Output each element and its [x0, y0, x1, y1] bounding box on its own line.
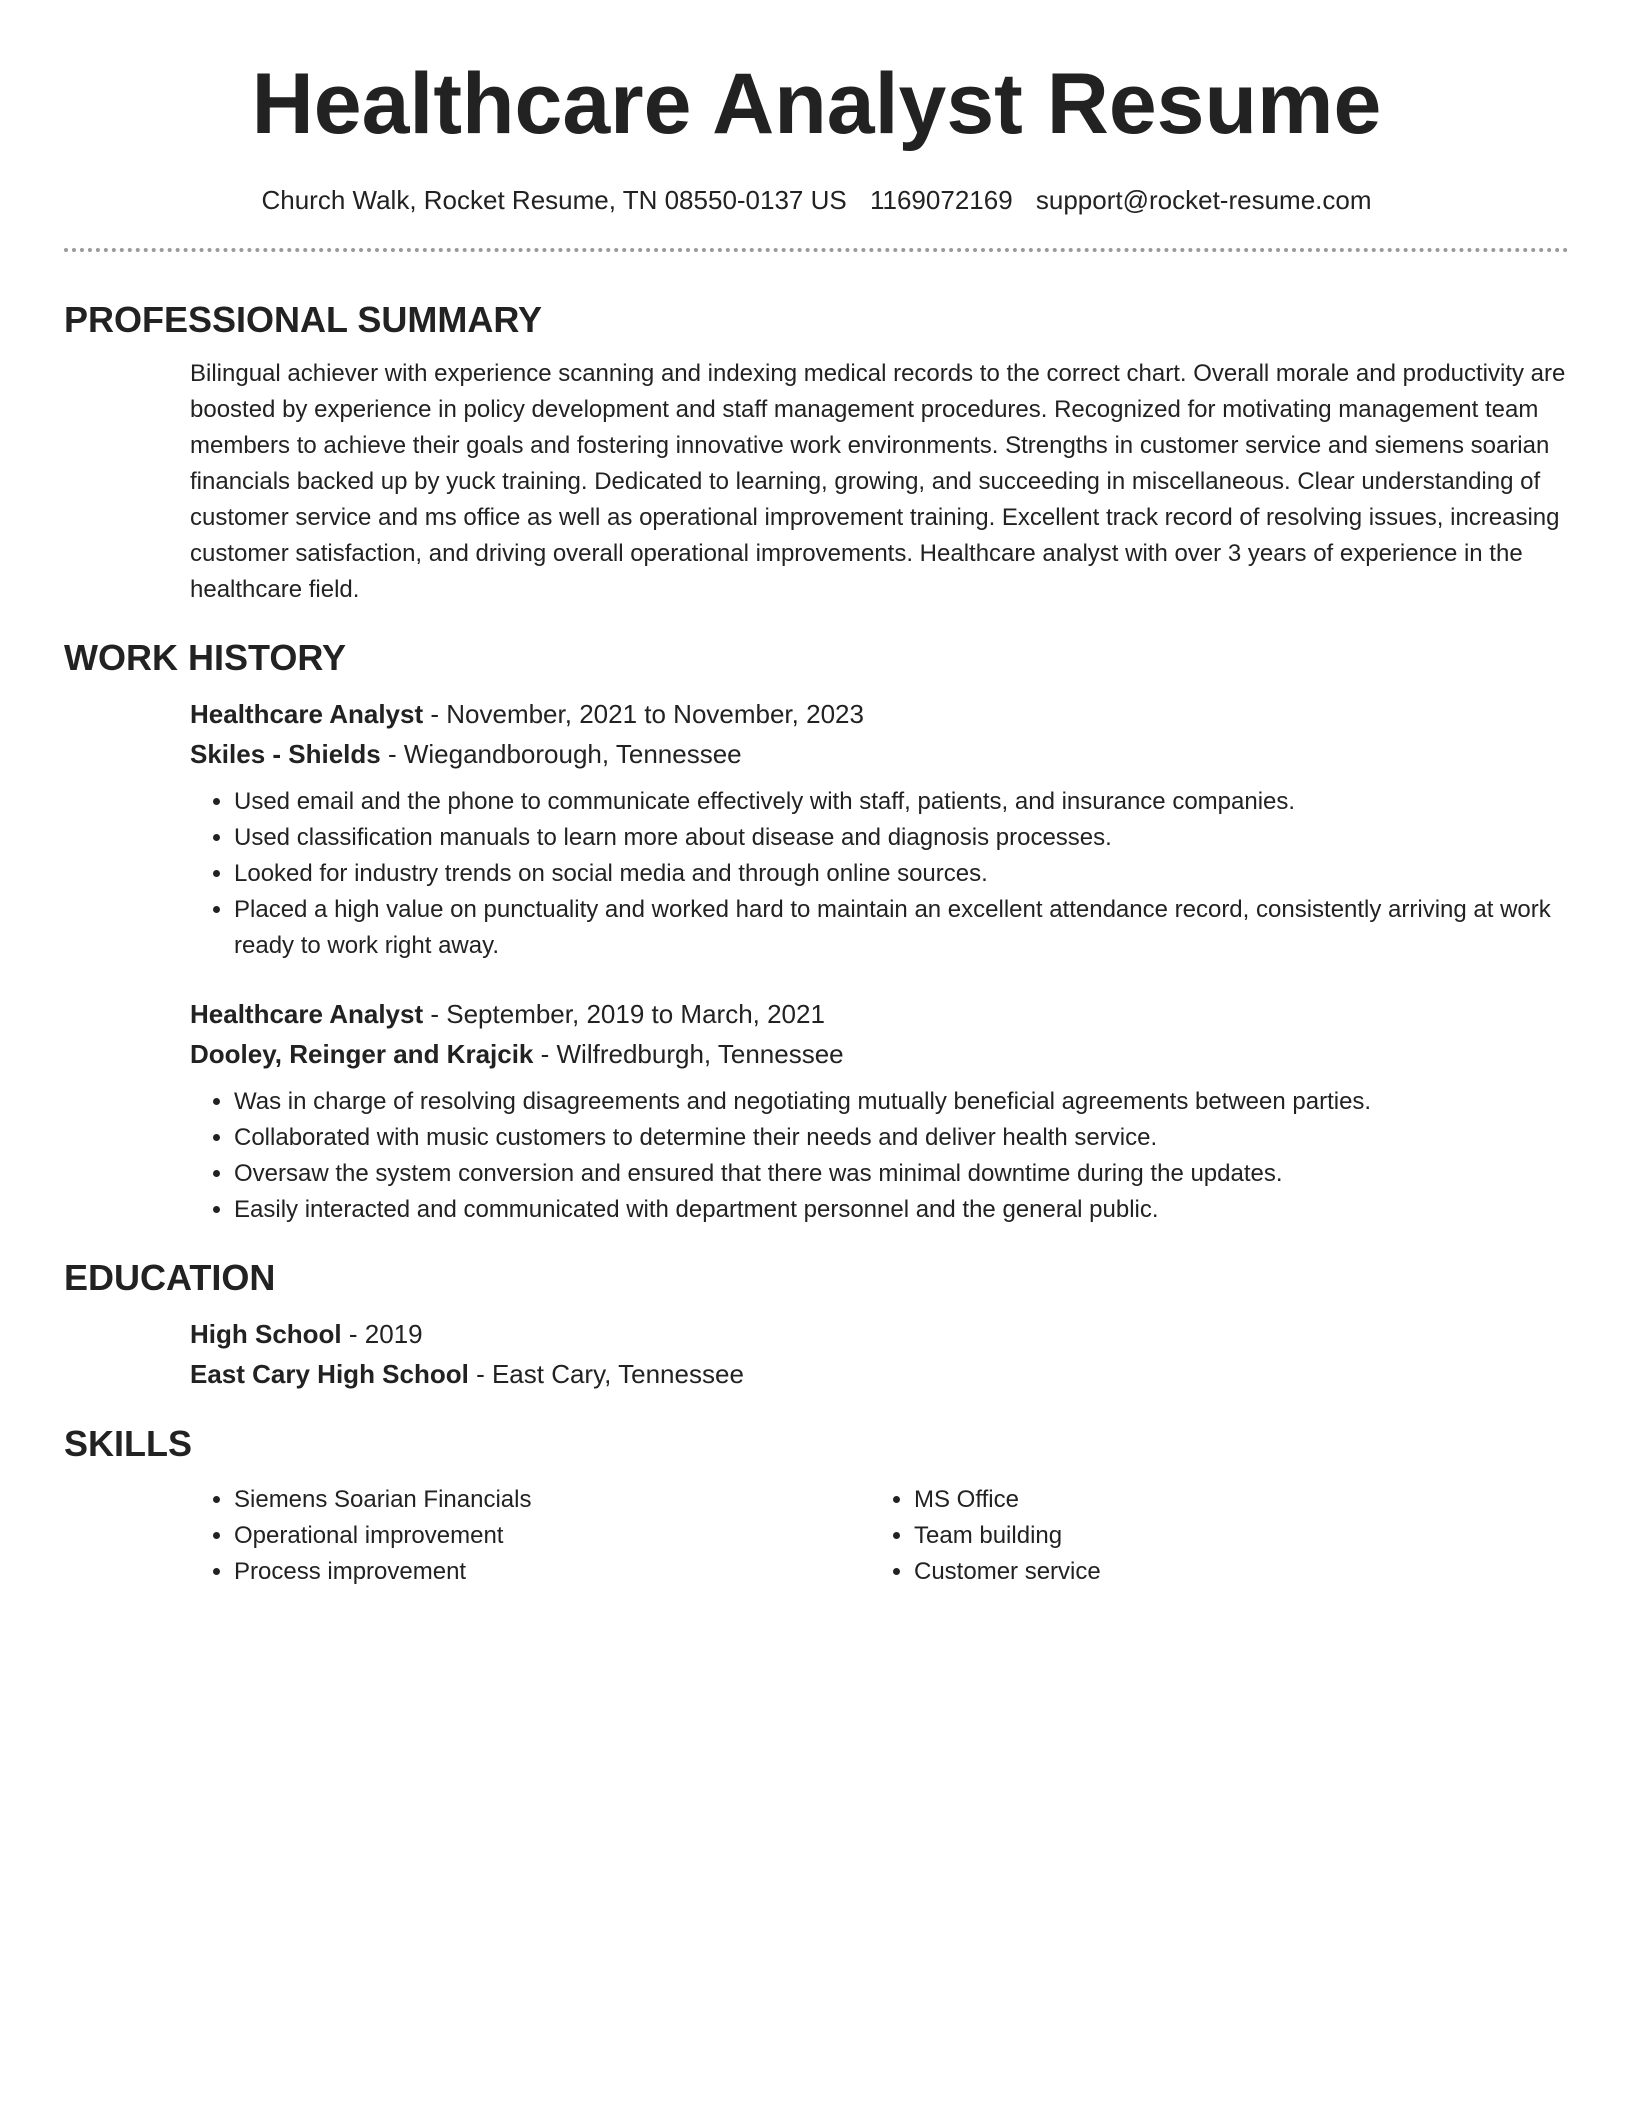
work-history-heading: WORK HISTORY [64, 637, 347, 678]
job-title: Healthcare Analyst [190, 699, 424, 729]
skills-section [190, 1482, 1569, 1590]
header-divider [64, 248, 1569, 252]
summary-text: Bilingual achiever with experience scanning and indexing medical records to the correct chart. Overall morale and productivity are boosted by experience in policy development and staff management procedures. Recognized for motivating management team members to achieve their goals and fostering innovative work environments. Strengths in customer service and siemens soarian financials backed up by yuck training. Dedicated to learning, growing, and succeeding in miscellaneous. Clear understanding of customer service and ms office as well as operational improvement training. Excellent track record of resolving issues, increasing customer satisfaction, and driving overall operational improvements. Healthcare analyst with over 3 years of experience in the healthcare field. [190, 360, 1566, 603]
job-bullet: • Looked for industry trends on social media and through online sources. [234, 856, 1569, 892]
job-bullet: • Placed a high value on punctuality and worked hard to maintain an excellent attendance record, consistently arriving at work ready to work right away. [234, 892, 1569, 964]
job-dates: - November, 2021 to November, 2023 [423, 699, 864, 729]
skill-item: • Team building [914, 1518, 1550, 1554]
education-location: - East Cary, Tennessee [468, 1359, 744, 1389]
job-location: - Wilfredburgh, Tennessee [533, 1039, 844, 1069]
job-bullet: • Oversaw the system conversion and ensured that there was minimal downtime during the updates. [234, 1156, 1569, 1192]
summary-section [190, 356, 1569, 608]
job-location: - Wiegandborough, Tennessee [380, 739, 742, 769]
job-bullet-list [190, 784, 1569, 964]
education-section [190, 1314, 1569, 1394]
education-degree-line [190, 1314, 1569, 1354]
job-company-line [190, 734, 1569, 774]
job-company: Skiles - Shields [190, 739, 381, 769]
skill-item: • Process improvement [234, 1554, 870, 1590]
job-bullet: • Collaborated with music customers to determine their needs and deliver health service. [234, 1120, 1569, 1156]
job-entry [190, 994, 1569, 1228]
job-company: Dooley, Reinger and Krajcik [190, 1039, 534, 1069]
education-degree: High School [190, 1319, 342, 1349]
education-school: East Cary High School [190, 1359, 469, 1389]
skills-heading: SKILLS [64, 1423, 193, 1464]
work-history-section [190, 694, 1569, 1228]
skills-grid [190, 1482, 1552, 1590]
job-entry [190, 694, 1569, 964]
job-title: Healthcare Analyst [190, 999, 424, 1029]
job-bullet: • Used email and the phone to communicate effectively with staff, patients, and insurance companies. [234, 784, 1569, 820]
job-bullet: • Used classification manuals to learn more about disease and diagnosis processes. [234, 820, 1569, 856]
contact-email: support@rocket-resume.com [1035, 185, 1372, 215]
contact-address: Church Walk, Rocket Resume, TN 08550-0137 US [261, 185, 847, 215]
job-bullet: • Easily interacted and communicated with department personnel and the general public. [234, 1192, 1569, 1228]
summary-heading: PROFESSIONAL SUMMARY [64, 299, 543, 340]
contact-line [64, 184, 1569, 216]
skills-left-column [190, 1482, 870, 1590]
skill-item: • MS Office [914, 1482, 1550, 1518]
education-year: - 2019 [341, 1319, 423, 1349]
job-company-line [190, 1034, 1569, 1074]
education-heading: EDUCATION [64, 1257, 276, 1298]
job-dates: - September, 2019 to March, 2021 [423, 999, 825, 1029]
resume-page [64, 0, 1569, 1590]
contact-phone: 1169072169 [869, 185, 1013, 215]
skill-item: • Customer service [914, 1554, 1550, 1590]
education-school-line [190, 1354, 1569, 1394]
skill-item: • Siemens Soarian Financials [234, 1482, 870, 1518]
skills-right-column [870, 1482, 1550, 1590]
skill-item: • Operational improvement [234, 1518, 870, 1554]
resume-title: Healthcare Analyst Resume [251, 56, 1382, 152]
job-title-line [190, 994, 1569, 1034]
job-title-line [190, 694, 1569, 734]
job-bullet: • Was in charge of resolving disagreements and negotiating mutually beneficial agreements between parties. [234, 1084, 1569, 1120]
job-bullet-list [190, 1084, 1569, 1228]
